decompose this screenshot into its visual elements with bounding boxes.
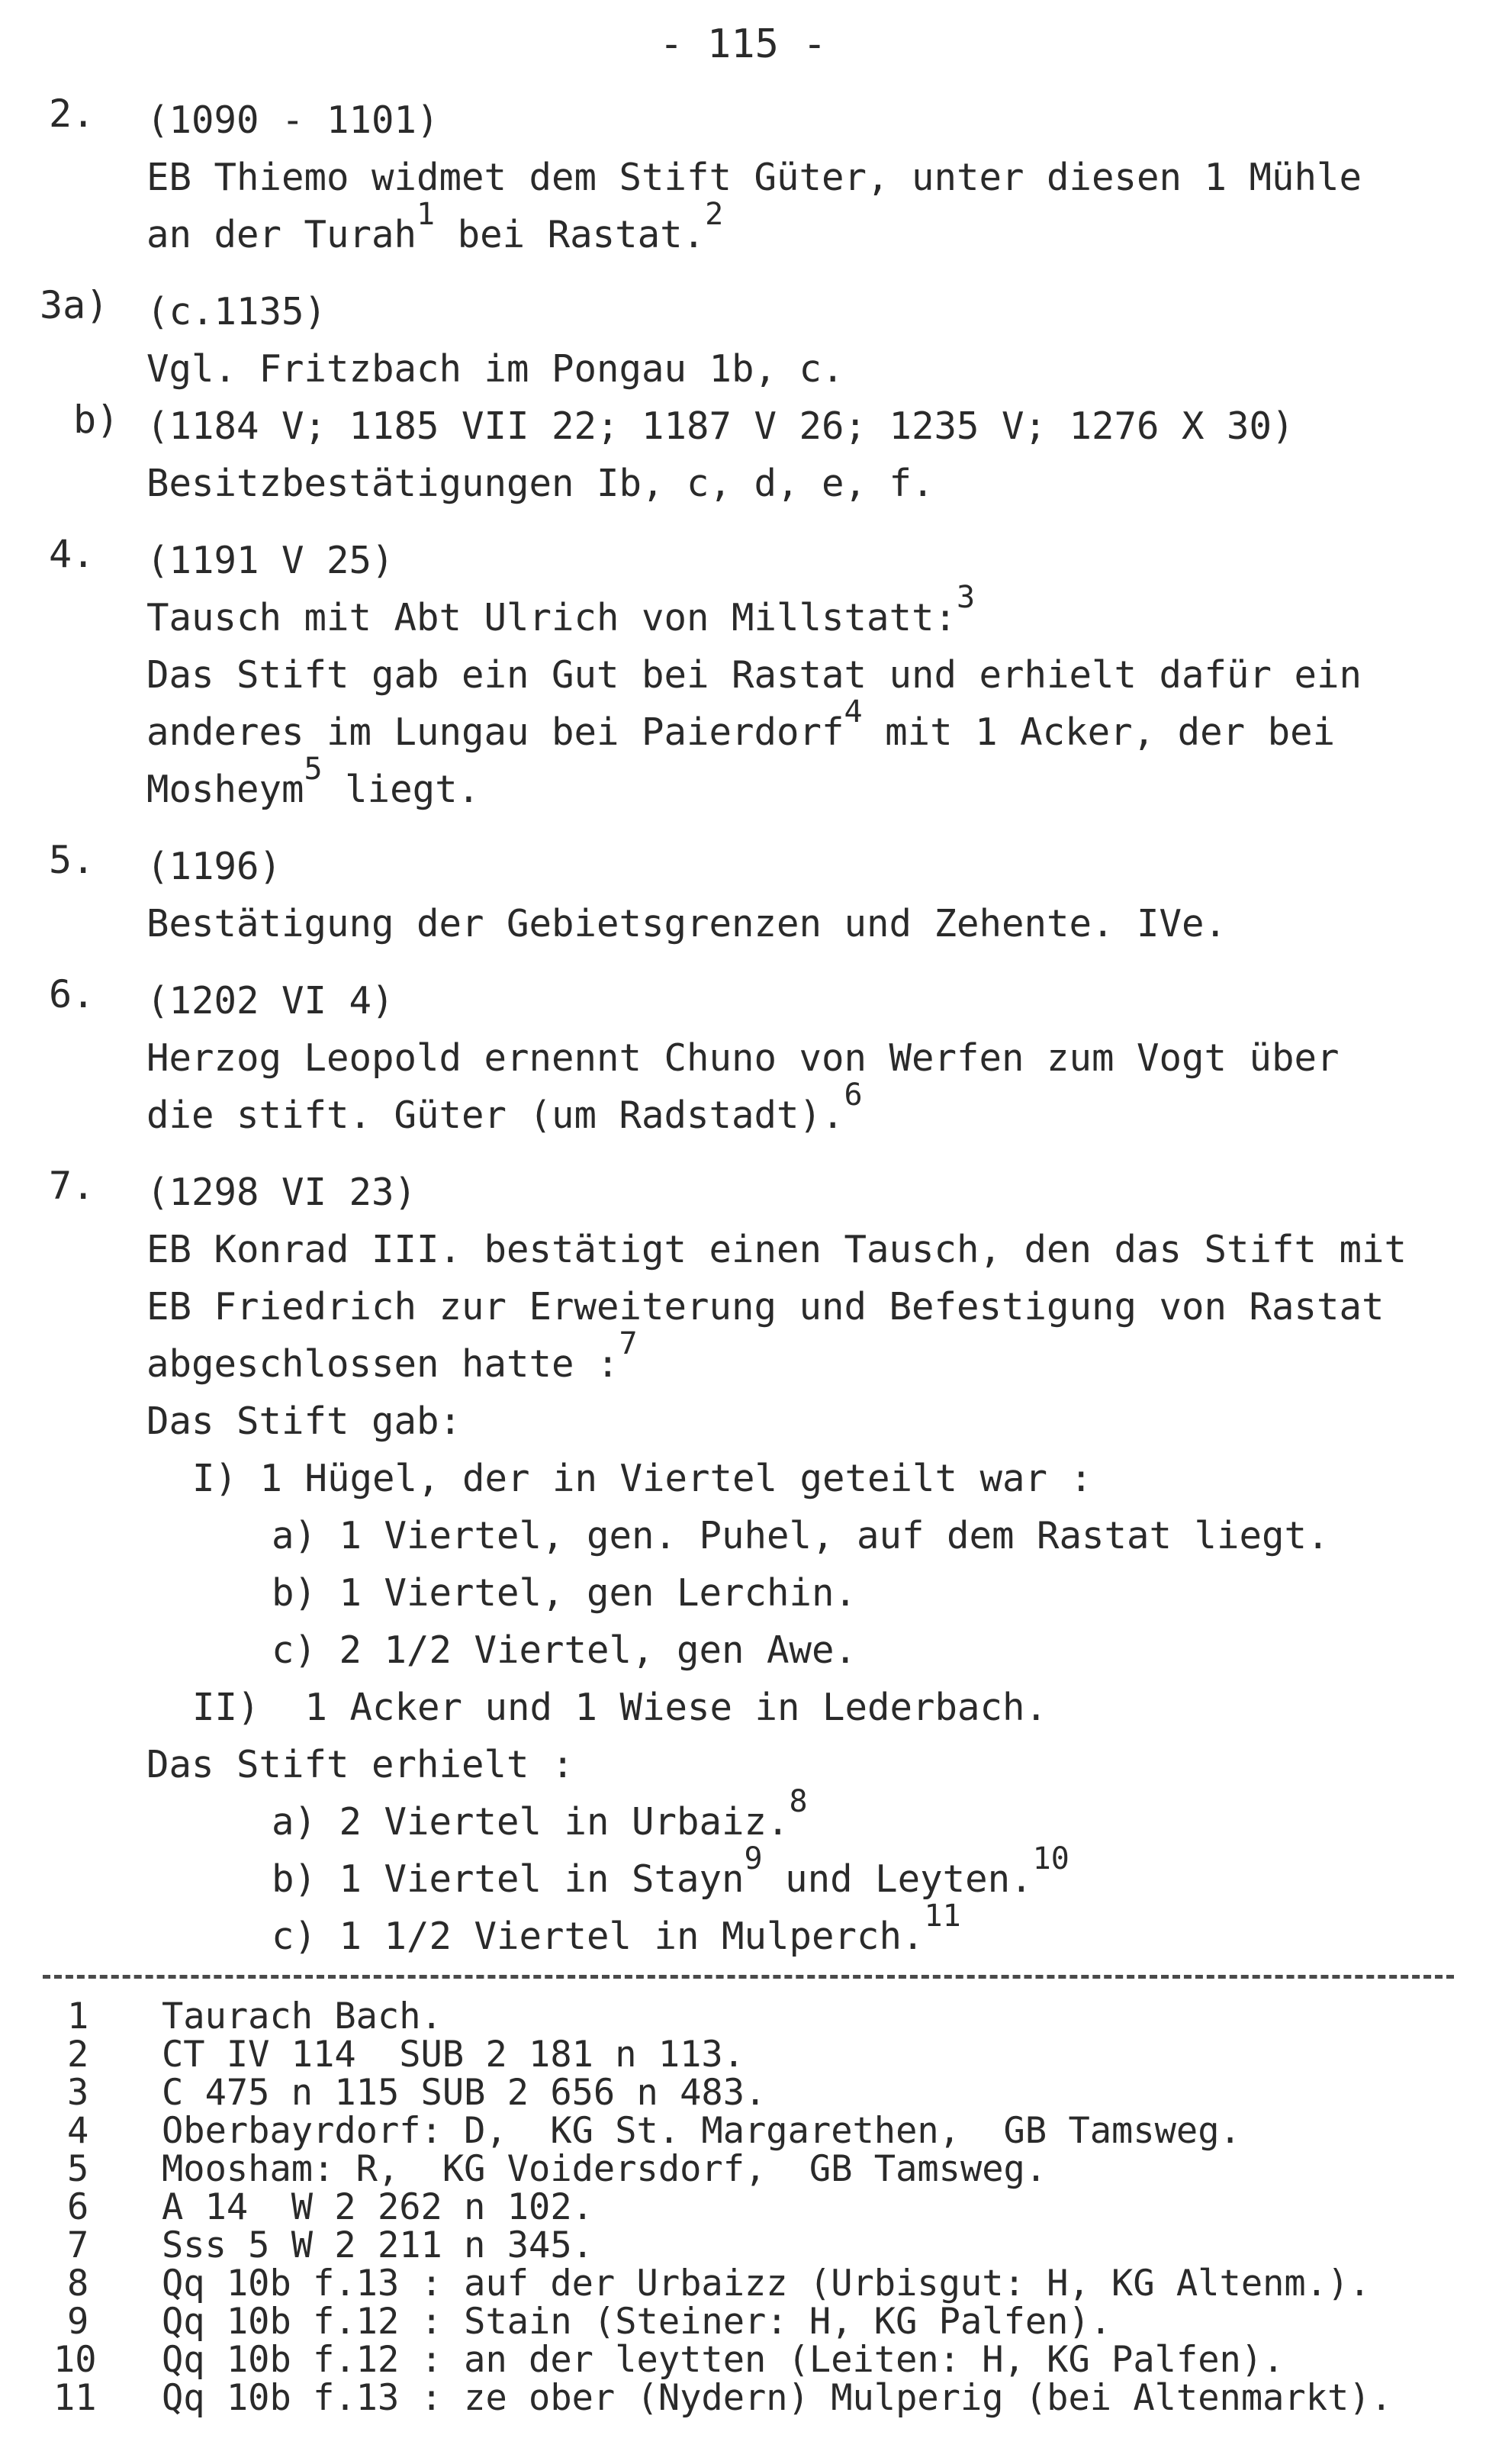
exchange-item: b) 1 Viertel in Stayn$^9$ und Leyten.$^{10}$ [272, 1841, 1069, 1901]
footnote-ref: 1 [417, 197, 436, 232]
entry-line: an der Turah$^1$ bei Rastat.$^2$ [146, 197, 724, 256]
entry-line: (1298 VI 23) [146, 1171, 417, 1214]
entry-line: (1191 V 25) [146, 539, 394, 582]
entry-line: EB Friedrich zur Erweiterung und Befestigung von Rastat [146, 1285, 1385, 1329]
footnotes [53, 1995, 1472, 2419]
entry-line: (1184 V; 1185 VII 22; 1187 V 26; 1235 V; 1276 X 30) [146, 404, 1295, 448]
entry-7 [43, 1164, 1462, 1965]
exchange-item: c) 1 1/2 Viertel in Mulperch.$^{11}$ [272, 1899, 961, 1958]
footnote-text: Oberbayrdorf: D, KG St. Margarethen, GB Tamsweg. [162, 2110, 1241, 2152]
footnote-ref: 3 [957, 580, 976, 615]
footnote-divider [43, 1975, 1454, 1979]
entry-line: (1202 VI 4) [146, 979, 394, 1023]
entry-2 [43, 92, 1462, 263]
footnote-text: Qq 10b f.13 : ze ober (Nydern) Mulperig (bei Altenmarkt). [162, 2377, 1392, 2419]
entry-line: Tausch mit Abt Ulrich von Millstatt:$^3$ [146, 580, 976, 639]
entry-line: Besitzbestätigungen Ib, c, d, e, f. [146, 462, 934, 505]
footnote-text: C 475 n 115 SUB 2 656 n 483. [162, 2072, 767, 2114]
footnote-ref: 6 [844, 1077, 863, 1113]
entry-number: 4. [49, 532, 95, 576]
footnote-ref: 5 [304, 752, 323, 787]
entry-line: anderes im Lungau bei Paierdorf$^4$ mit 1 Acker, der bei [146, 694, 1336, 754]
entry-6 [43, 972, 1462, 1144]
exchange-item: II) 1 Acker und 1 Wiese in Lederbach. [192, 1686, 1048, 1729]
footnote-ref: 2 [705, 197, 724, 232]
entry-number: 6. [49, 972, 95, 1016]
footnote-ref: 7 [619, 1326, 638, 1361]
footnote-number: 4 [67, 2110, 89, 2152]
entry-number: 5. [49, 838, 95, 882]
footnote-text: Qq 10b f.12 : Stain (Steiner: H, KG Palfen). [162, 2301, 1112, 2343]
entry-line: die stift. Güter (um Radstadt).$^6$ [146, 1077, 863, 1137]
footnote [53, 2303, 1472, 2341]
footnote [53, 2036, 1472, 2074]
entry-line: Herzog Leopold ernennt Chuno von Werfen zum Vogt über [146, 1036, 1340, 1080]
footnote-number: 7 [67, 2224, 89, 2266]
entry-line: EB Thiemo widmet dem Stift Güter, unter diesen 1 Mühle [146, 156, 1362, 199]
page-number: - 115 - [659, 21, 827, 67]
footnote-ref: 8 [789, 1784, 808, 1819]
footnote-number: 10 [53, 2339, 97, 2381]
entry-number: 2. [49, 92, 95, 136]
footnote [53, 2379, 1472, 2417]
entry-number: 7. [49, 1164, 95, 1208]
footnote [53, 2224, 1472, 2266]
footnote-ref: 4 [844, 694, 863, 730]
entry-sub-number: b) [73, 398, 120, 442]
footnote-text: Qq 10b f.12 : an der leytten (Leiten: H, KG Palfen). [162, 2339, 1285, 2381]
entry-line: (1090 - 1101) [146, 98, 439, 142]
footnote-text: Taurach Bach. [162, 1995, 442, 2037]
footnote [53, 2074, 1472, 2112]
exchange-item: c) 2 1/2 Viertel, gen Awe. [272, 1628, 857, 1672]
exchange-item: Das Stift erhielt : [146, 1743, 574, 1786]
footnote-ref: 9 [744, 1841, 763, 1876]
entry-3 [40, 283, 1462, 512]
entry-line: Das Stift gab: [146, 1399, 462, 1443]
footnote-ref: 10 [1032, 1841, 1069, 1876]
footnote-number: 9 [67, 2301, 89, 2343]
footnote-number: 2 [67, 2034, 89, 2076]
entry-3b [43, 398, 1462, 512]
exchange-item: I) 1 Hügel, der in Viertel geteilt war : [192, 1457, 1093, 1500]
footnote-number: 5 [67, 2148, 89, 2190]
exchange-item: b) 1 Viertel, gen Lerchin. [272, 1571, 857, 1615]
footnote-number: 1 [67, 1995, 89, 2037]
entry-line: (c.1135) [146, 290, 327, 333]
entry-line: (1196) [146, 845, 282, 888]
footnote-text: A 14 W 2 262 n 102. [162, 2186, 593, 2228]
footnote-text: Moosham: R, KG Voidersdorf, GB Tamsweg. [162, 2148, 1047, 2190]
entry-5 [43, 838, 1462, 952]
footnote-text: CT IV 114 SUB 2 181 n 113. [162, 2034, 745, 2076]
entry-number: 3a) [40, 283, 109, 327]
footnote-number: 3 [67, 2072, 89, 2114]
entry-line: Vgl. Fritzbach im Pongau 1b, c. [146, 347, 844, 391]
entry-line: abgeschlossen hatte :$^7$ [146, 1326, 638, 1386]
exchange-item: a) 1 Viertel, gen. Puhel, auf dem Rastat liegt. [272, 1514, 1330, 1557]
entry-4 [43, 532, 1462, 818]
footnote [53, 2186, 1472, 2228]
footnote-text: Qq 10b f.13 : auf der Urbaizz (Urbisgut: H, KG Altenm.). [162, 2263, 1371, 2305]
footnote-ref: 11 [924, 1899, 961, 1934]
footnote [53, 2150, 1472, 2189]
footnote-number: 11 [53, 2377, 97, 2419]
entry-line: EB Konrad III. bestätigt einen Tausch, den das Stift mit [146, 1228, 1407, 1271]
footnote-number: 6 [67, 2186, 89, 2228]
entry-line: Bestätigung der Gebietsgrenzen und Zehente. IVe. [146, 902, 1227, 945]
exchange-item: a) 2 Viertel in Urbaiz.$^8$ [272, 1784, 808, 1844]
entries [40, 92, 1462, 1985]
footnote-text: Sss 5 W 2 211 n 345. [162, 2224, 593, 2266]
footnote [53, 2112, 1472, 2150]
entry-line: Das Stift gab ein Gut bei Rastat und erhielt dafür ein [146, 653, 1362, 697]
footnote [53, 1995, 1472, 2037]
entry-line: Mosheym$^5$ liegt. [146, 752, 481, 811]
footnote-number: 8 [67, 2263, 89, 2305]
footnote [53, 2265, 1472, 2303]
footnote [53, 2341, 1472, 2379]
